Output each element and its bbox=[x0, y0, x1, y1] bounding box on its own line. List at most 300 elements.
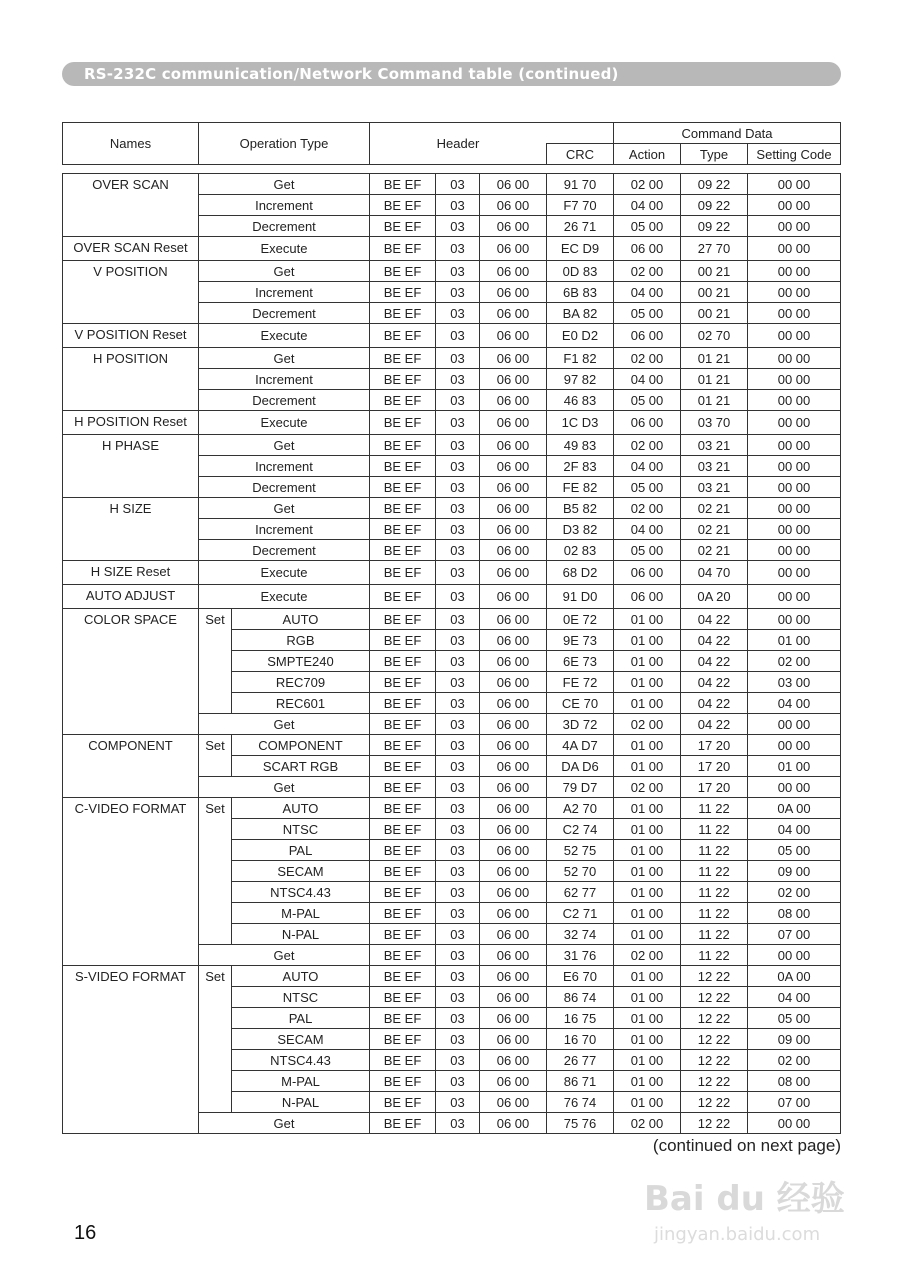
header-length: 03 bbox=[436, 903, 480, 924]
setting-code: 00 00 bbox=[748, 519, 841, 540]
crc: E6 70 bbox=[547, 966, 614, 987]
crc: 91 70 bbox=[547, 174, 614, 195]
crc: D3 82 bbox=[547, 519, 614, 540]
table-row bbox=[63, 411, 841, 435]
header-length: 03 bbox=[436, 756, 480, 777]
operation-type: Decrement bbox=[199, 477, 370, 498]
header-bytes: BE EF bbox=[370, 519, 436, 540]
setting-code: 04 00 bbox=[748, 987, 841, 1008]
operation-set-option: AUTO bbox=[232, 798, 370, 819]
header-sub: 06 00 bbox=[480, 390, 547, 411]
header-bytes: BE EF bbox=[370, 756, 436, 777]
header-length: 03 bbox=[436, 1071, 480, 1092]
crc: 75 76 bbox=[547, 1113, 614, 1134]
type: 09 22 bbox=[681, 216, 748, 237]
crc: 4A D7 bbox=[547, 735, 614, 756]
header-bytes: BE EF bbox=[370, 390, 436, 411]
type: 12 22 bbox=[681, 987, 748, 1008]
header-length: 03 bbox=[436, 519, 480, 540]
crc: F1 82 bbox=[547, 348, 614, 369]
header-bytes: BE EF bbox=[370, 216, 436, 237]
header-sub: 06 00 bbox=[480, 840, 547, 861]
watermark-url: jingyan.baidu.com bbox=[654, 1224, 821, 1245]
command-table bbox=[62, 173, 841, 1134]
type: 02 21 bbox=[681, 498, 748, 519]
operation-type: Execute bbox=[199, 324, 370, 348]
col-setting-code: Setting Code bbox=[748, 144, 841, 165]
header-sub: 06 00 bbox=[480, 861, 547, 882]
action: 01 00 bbox=[614, 756, 681, 777]
action: 05 00 bbox=[614, 540, 681, 561]
header-length: 03 bbox=[436, 390, 480, 411]
action: 04 00 bbox=[614, 456, 681, 477]
setting-code: 04 00 bbox=[748, 819, 841, 840]
type: 02 70 bbox=[681, 324, 748, 348]
operation-type: Decrement bbox=[199, 540, 370, 561]
command-name: H POSITION Reset bbox=[63, 411, 199, 435]
header-sub: 06 00 bbox=[480, 519, 547, 540]
operation-set-option: NTSC4.43 bbox=[232, 882, 370, 903]
operation-set-option: M-PAL bbox=[232, 903, 370, 924]
action: 01 00 bbox=[614, 861, 681, 882]
type: 12 22 bbox=[681, 1029, 748, 1050]
setting-code: 00 00 bbox=[748, 714, 841, 735]
type: 11 22 bbox=[681, 882, 748, 903]
header-length: 03 bbox=[436, 1050, 480, 1071]
header-sub: 06 00 bbox=[480, 1092, 547, 1113]
header-length: 03 bbox=[436, 303, 480, 324]
header-length: 03 bbox=[436, 324, 480, 348]
crc: E0 D2 bbox=[547, 324, 614, 348]
header-length: 03 bbox=[436, 882, 480, 903]
type: 11 22 bbox=[681, 861, 748, 882]
type: 11 22 bbox=[681, 945, 748, 966]
type: 11 22 bbox=[681, 819, 748, 840]
col-names: Names bbox=[63, 123, 199, 165]
action: 02 00 bbox=[614, 174, 681, 195]
header-length: 03 bbox=[436, 735, 480, 756]
setting-code: 00 00 bbox=[748, 237, 841, 261]
crc: C2 74 bbox=[547, 819, 614, 840]
type: 02 21 bbox=[681, 519, 748, 540]
table-row bbox=[63, 435, 841, 456]
crc: 86 71 bbox=[547, 1071, 614, 1092]
crc: FE 72 bbox=[547, 672, 614, 693]
col-header: Header bbox=[370, 123, 547, 165]
header-length: 03 bbox=[436, 861, 480, 882]
header-sub: 06 00 bbox=[480, 561, 547, 585]
operation-set-option: SECAM bbox=[232, 1029, 370, 1050]
header-length: 03 bbox=[436, 819, 480, 840]
col-operation-type: Operation Type bbox=[199, 123, 370, 165]
header-sub: 06 00 bbox=[480, 174, 547, 195]
action: 06 00 bbox=[614, 411, 681, 435]
operation-set-label: Set bbox=[199, 798, 232, 945]
setting-code: 00 00 bbox=[748, 498, 841, 519]
header-sub: 06 00 bbox=[480, 216, 547, 237]
section-title: RS-232C communication/Network Command table (continued) bbox=[62, 62, 841, 86]
header-sub: 06 00 bbox=[480, 369, 547, 390]
watermark-logo bbox=[640, 1170, 850, 1250]
operation-type: Decrement bbox=[199, 390, 370, 411]
header-bytes: BE EF bbox=[370, 303, 436, 324]
header-sub: 06 00 bbox=[480, 1029, 547, 1050]
header-bytes: BE EF bbox=[370, 819, 436, 840]
crc: 0E 72 bbox=[547, 609, 614, 630]
header-sub: 06 00 bbox=[480, 903, 547, 924]
col-command-data: Command Data bbox=[614, 123, 841, 144]
action: 02 00 bbox=[614, 498, 681, 519]
setting-code: 00 00 bbox=[748, 348, 841, 369]
setting-code: 00 00 bbox=[748, 216, 841, 237]
header-length: 03 bbox=[436, 174, 480, 195]
setting-code: 05 00 bbox=[748, 1008, 841, 1029]
header-sub: 06 00 bbox=[480, 609, 547, 630]
type: 04 22 bbox=[681, 609, 748, 630]
type: 27 70 bbox=[681, 237, 748, 261]
crc: 49 83 bbox=[547, 435, 614, 456]
crc: 52 70 bbox=[547, 861, 614, 882]
header-bytes: BE EF bbox=[370, 324, 436, 348]
crc: 86 74 bbox=[547, 987, 614, 1008]
setting-code: 08 00 bbox=[748, 903, 841, 924]
header-bytes: BE EF bbox=[370, 369, 436, 390]
crc: B5 82 bbox=[547, 498, 614, 519]
setting-code: 00 00 bbox=[748, 585, 841, 609]
header-sub: 06 00 bbox=[480, 777, 547, 798]
operation-set-option: M-PAL bbox=[232, 1071, 370, 1092]
header-length: 03 bbox=[436, 798, 480, 819]
setting-code: 09 00 bbox=[748, 861, 841, 882]
header-length: 03 bbox=[436, 945, 480, 966]
type: 17 20 bbox=[681, 735, 748, 756]
type: 04 70 bbox=[681, 561, 748, 585]
operation-set-option: AUTO bbox=[232, 966, 370, 987]
operation-set-option: NTSC4.43 bbox=[232, 1050, 370, 1071]
type: 04 22 bbox=[681, 693, 748, 714]
table-row bbox=[63, 585, 841, 609]
crc: 52 75 bbox=[547, 840, 614, 861]
action: 01 00 bbox=[614, 1050, 681, 1071]
header-bytes: BE EF bbox=[370, 966, 436, 987]
operation-set-option: SECAM bbox=[232, 861, 370, 882]
action: 02 00 bbox=[614, 714, 681, 735]
header-bytes: BE EF bbox=[370, 693, 436, 714]
action: 05 00 bbox=[614, 216, 681, 237]
setting-code: 00 00 bbox=[748, 369, 841, 390]
operation-type: Get bbox=[199, 945, 370, 966]
crc: 0D 83 bbox=[547, 261, 614, 282]
header-sub: 06 00 bbox=[480, 435, 547, 456]
action: 01 00 bbox=[614, 798, 681, 819]
crc: 68 D2 bbox=[547, 561, 614, 585]
crc: 2F 83 bbox=[547, 456, 614, 477]
operation-set-option: PAL bbox=[232, 1008, 370, 1029]
table-row bbox=[63, 237, 841, 261]
setting-code: 00 00 bbox=[748, 1113, 841, 1134]
header-bytes: BE EF bbox=[370, 1050, 436, 1071]
action: 02 00 bbox=[614, 945, 681, 966]
action: 01 00 bbox=[614, 672, 681, 693]
action: 01 00 bbox=[614, 840, 681, 861]
action: 06 00 bbox=[614, 585, 681, 609]
type: 11 22 bbox=[681, 798, 748, 819]
header-sub: 06 00 bbox=[480, 672, 547, 693]
header-length: 03 bbox=[436, 1008, 480, 1029]
setting-code: 00 00 bbox=[748, 411, 841, 435]
type: 04 22 bbox=[681, 651, 748, 672]
operation-type: Get bbox=[199, 777, 370, 798]
type: 09 22 bbox=[681, 195, 748, 216]
type: 01 21 bbox=[681, 369, 748, 390]
crc: C2 71 bbox=[547, 903, 614, 924]
header-sub: 06 00 bbox=[480, 1071, 547, 1092]
setting-code: 00 00 bbox=[748, 435, 841, 456]
setting-code: 00 00 bbox=[748, 174, 841, 195]
setting-code: 08 00 bbox=[748, 1071, 841, 1092]
setting-code: 0A 00 bbox=[748, 798, 841, 819]
setting-code: 00 00 bbox=[748, 261, 841, 282]
setting-code: 00 00 bbox=[748, 303, 841, 324]
header-sub: 06 00 bbox=[480, 630, 547, 651]
header-length: 03 bbox=[436, 966, 480, 987]
header-sub: 06 00 bbox=[480, 498, 547, 519]
header-bytes: BE EF bbox=[370, 651, 436, 672]
setting-code: 00 00 bbox=[748, 390, 841, 411]
header-sub: 06 00 bbox=[480, 651, 547, 672]
operation-type: Decrement bbox=[199, 303, 370, 324]
operation-set-label: Set bbox=[199, 966, 232, 1113]
setting-code: 02 00 bbox=[748, 651, 841, 672]
action: 06 00 bbox=[614, 561, 681, 585]
header-sub: 06 00 bbox=[480, 756, 547, 777]
setting-code: 01 00 bbox=[748, 756, 841, 777]
setting-code: 07 00 bbox=[748, 924, 841, 945]
crc: A2 70 bbox=[547, 798, 614, 819]
header-length: 03 bbox=[436, 1092, 480, 1113]
table-row bbox=[63, 609, 841, 630]
type: 04 22 bbox=[681, 672, 748, 693]
col-type: Type bbox=[681, 144, 748, 165]
operation-type: Increment bbox=[199, 519, 370, 540]
header-sub: 06 00 bbox=[480, 237, 547, 261]
operation-type: Execute bbox=[199, 561, 370, 585]
type: 03 21 bbox=[681, 477, 748, 498]
header-length: 03 bbox=[436, 456, 480, 477]
type: 01 21 bbox=[681, 348, 748, 369]
crc: 46 83 bbox=[547, 390, 614, 411]
operation-type: Execute bbox=[199, 411, 370, 435]
header-sub: 06 00 bbox=[480, 348, 547, 369]
operation-set-option: REC601 bbox=[232, 693, 370, 714]
header-length: 03 bbox=[436, 261, 480, 282]
header-bytes: BE EF bbox=[370, 840, 436, 861]
command-name: H POSITION bbox=[63, 348, 199, 411]
setting-code: 00 00 bbox=[748, 777, 841, 798]
crc: 31 76 bbox=[547, 945, 614, 966]
header-bytes: BE EF bbox=[370, 1092, 436, 1113]
setting-code: 00 00 bbox=[748, 282, 841, 303]
type: 00 21 bbox=[681, 303, 748, 324]
header-bytes: BE EF bbox=[370, 903, 436, 924]
action: 01 00 bbox=[614, 651, 681, 672]
page-number: 16 bbox=[74, 1222, 97, 1244]
action: 02 00 bbox=[614, 348, 681, 369]
type: 17 20 bbox=[681, 777, 748, 798]
header-length: 03 bbox=[436, 924, 480, 945]
table-row bbox=[63, 798, 841, 819]
header-length: 03 bbox=[436, 195, 480, 216]
crc: 6B 83 bbox=[547, 282, 614, 303]
col-action: Action bbox=[614, 144, 681, 165]
setting-code: 01 00 bbox=[748, 630, 841, 651]
header-sub: 06 00 bbox=[480, 945, 547, 966]
command-name: V POSITION Reset bbox=[63, 324, 199, 348]
command-name: OVER SCAN bbox=[63, 174, 199, 237]
header-sub: 06 00 bbox=[480, 411, 547, 435]
operation-set-option: N-PAL bbox=[232, 1092, 370, 1113]
header-bytes: BE EF bbox=[370, 630, 436, 651]
header-sub: 06 00 bbox=[480, 195, 547, 216]
type: 12 22 bbox=[681, 1113, 748, 1134]
header-bytes: BE EF bbox=[370, 798, 436, 819]
header-length: 03 bbox=[436, 651, 480, 672]
operation-set-option: SMPTE240 bbox=[232, 651, 370, 672]
table-row bbox=[63, 498, 841, 519]
setting-code: 00 00 bbox=[748, 477, 841, 498]
operation-type: Decrement bbox=[199, 216, 370, 237]
type: 03 70 bbox=[681, 411, 748, 435]
type: 04 22 bbox=[681, 714, 748, 735]
operation-set-label: Set bbox=[199, 609, 232, 714]
operation-type: Execute bbox=[199, 585, 370, 609]
header-sub: 06 00 bbox=[480, 693, 547, 714]
crc: F7 70 bbox=[547, 195, 614, 216]
table-row bbox=[63, 561, 841, 585]
operation-type: Get bbox=[199, 714, 370, 735]
command-name: OVER SCAN Reset bbox=[63, 237, 199, 261]
operation-set-option: COMPONENT bbox=[232, 735, 370, 756]
type: 04 22 bbox=[681, 630, 748, 651]
type: 11 22 bbox=[681, 903, 748, 924]
header-bytes: BE EF bbox=[370, 195, 436, 216]
action: 02 00 bbox=[614, 261, 681, 282]
crc: 3D 72 bbox=[547, 714, 614, 735]
header-bytes: BE EF bbox=[370, 1113, 436, 1134]
action: 01 00 bbox=[614, 903, 681, 924]
table-row bbox=[63, 735, 841, 756]
header-sub: 06 00 bbox=[480, 585, 547, 609]
header-sub: 06 00 bbox=[480, 924, 547, 945]
header-length: 03 bbox=[436, 369, 480, 390]
operation-type: Get bbox=[199, 174, 370, 195]
header-bytes: BE EF bbox=[370, 1071, 436, 1092]
header-sub: 06 00 bbox=[480, 456, 547, 477]
col-crc: CRC bbox=[547, 144, 614, 165]
command-name: C-VIDEO FORMAT bbox=[63, 798, 199, 966]
action: 02 00 bbox=[614, 1113, 681, 1134]
header-length: 03 bbox=[436, 282, 480, 303]
header-sub: 06 00 bbox=[480, 987, 547, 1008]
crc: 91 D0 bbox=[547, 585, 614, 609]
col-header-spacer bbox=[547, 123, 614, 144]
operation-set-option: NTSC bbox=[232, 987, 370, 1008]
crc: BA 82 bbox=[547, 303, 614, 324]
setting-code: 07 00 bbox=[748, 1092, 841, 1113]
header-bytes: BE EF bbox=[370, 861, 436, 882]
header-sub: 06 00 bbox=[480, 714, 547, 735]
setting-code: 09 00 bbox=[748, 1029, 841, 1050]
action: 01 00 bbox=[614, 1029, 681, 1050]
setting-code: 00 00 bbox=[748, 324, 841, 348]
header-sub: 06 00 bbox=[480, 798, 547, 819]
header-length: 03 bbox=[436, 609, 480, 630]
header-sub: 06 00 bbox=[480, 282, 547, 303]
command-name: COMPONENT bbox=[63, 735, 199, 798]
header-length: 03 bbox=[436, 477, 480, 498]
header-length: 03 bbox=[436, 672, 480, 693]
header-length: 03 bbox=[436, 237, 480, 261]
header-bytes: BE EF bbox=[370, 561, 436, 585]
table-row bbox=[63, 261, 841, 282]
crc: 16 70 bbox=[547, 1029, 614, 1050]
header-bytes: BE EF bbox=[370, 282, 436, 303]
operation-set-option: REC709 bbox=[232, 672, 370, 693]
action: 01 00 bbox=[614, 1092, 681, 1113]
crc: 76 74 bbox=[547, 1092, 614, 1113]
operation-type: Get bbox=[199, 261, 370, 282]
header-sub: 06 00 bbox=[480, 735, 547, 756]
setting-code: 03 00 bbox=[748, 672, 841, 693]
header-bytes: BE EF bbox=[370, 540, 436, 561]
header-sub: 06 00 bbox=[480, 819, 547, 840]
header-length: 03 bbox=[436, 987, 480, 1008]
operation-set-option: PAL bbox=[232, 840, 370, 861]
type: 11 22 bbox=[681, 924, 748, 945]
header-bytes: BE EF bbox=[370, 174, 436, 195]
type: 09 22 bbox=[681, 174, 748, 195]
operation-set-option: NTSC bbox=[232, 819, 370, 840]
header-bytes: BE EF bbox=[370, 261, 436, 282]
header-bytes: BE EF bbox=[370, 456, 436, 477]
type: 12 22 bbox=[681, 966, 748, 987]
setting-code: 00 00 bbox=[748, 456, 841, 477]
type: 17 20 bbox=[681, 756, 748, 777]
setting-code: 05 00 bbox=[748, 840, 841, 861]
setting-code: 00 00 bbox=[748, 609, 841, 630]
setting-code: 00 00 bbox=[748, 945, 841, 966]
operation-type: Increment bbox=[199, 369, 370, 390]
action: 02 00 bbox=[614, 777, 681, 798]
crc: CE 70 bbox=[547, 693, 614, 714]
header-bytes: BE EF bbox=[370, 924, 436, 945]
table-row bbox=[63, 324, 841, 348]
operation-set-label: Set bbox=[199, 735, 232, 777]
action: 06 00 bbox=[614, 237, 681, 261]
table-row bbox=[63, 348, 841, 369]
action: 01 00 bbox=[614, 924, 681, 945]
operation-type: Get bbox=[199, 1113, 370, 1134]
header-bytes: BE EF bbox=[370, 1029, 436, 1050]
action: 01 00 bbox=[614, 630, 681, 651]
action: 04 00 bbox=[614, 369, 681, 390]
header-length: 03 bbox=[436, 585, 480, 609]
header-length: 03 bbox=[436, 348, 480, 369]
crc: 16 75 bbox=[547, 1008, 614, 1029]
watermark-brand: Bai du 经验 bbox=[644, 1179, 845, 1219]
action: 05 00 bbox=[614, 390, 681, 411]
header-length: 03 bbox=[436, 693, 480, 714]
